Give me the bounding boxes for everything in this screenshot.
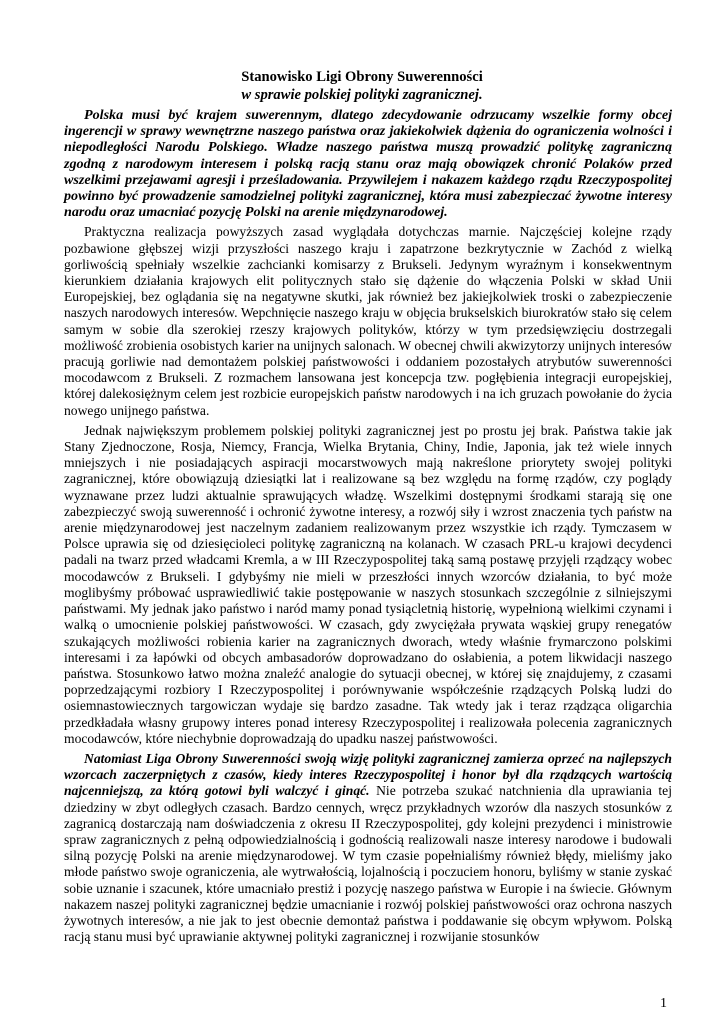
paragraph-2: Praktyczna realizacja powyższych zasad wyglądała dotychczas marnie. Najczęściej kolejne rządy pozbawione głębszej wizji przyszłości naszego kraju i zapatrzone bezkrytycznie w Zachód z wielką gorliwością spełniały wszelkie zachcianki komisarzy z Brukseli. Jedynym wyraźnym i konsekwentnym kierunkiem działania krajowych elit politycznych stało się dążenie do włączenia Polski w skład Unii Europejskiej, bez oglądania się na negatywne skutki, jak również bez jakiejkolwiek troski o zabezpieczenie naszych narodowych interesów. Wepchnięcie naszego kraju w objęcia brukselskich biurokratów stało się celem samym w sobie dla szerokiej rzeszy krajowych polityków, którzy w tym przedsięwzięciu dostrzegali możliwość zrobienia osobistych karier na unijnych salonach. W obecnej chwili akwizytorzy unijnych interesów pracują gorliwie nad demontażem polskiej państwowości i oddaniem pozostałych atrybutów suwerenności mocodawcom z Brukseli. Z rozmachem lansowana jest koncepcja tzw. pogłębienia integracji europejskiej, której dalekosiężnym celem jest rozbicie europejskich państw narodowych i na ich gruzach powołanie do życia nowego unijnego państwa. [64, 224, 672, 418]
title-line-2: w sprawie polskiej polityki zagranicznej. [241, 87, 483, 103]
title-line-1: Stanowisko Ligi Obrony Suwerenności [241, 69, 483, 85]
page-number: 1 [660, 996, 667, 1011]
document-title [0, 68, 724, 104]
lead-paragraph: Polska musi być krajem suwerennym, dlatego zdecydowanie odrzucamy wszelkie formy obcej ingerencji w sprawy wewnętrzne naszego państwa oraz jakiekolwiek dążenia do ograniczenia wolności i niepodległości Narodu Polskiego. Władze naszego państwa muszą prowadzić politykę zagraniczną zgodną z narodowym interesem i polską racją stanu oraz mają obowiązek chronić Polaków przed wszelkimi przejawami agresji i prześladowania. Przywilejem i nakazem każdego rządu Rzeczypospolitej powinno być prowadzenie samodzielnej polityki zagranicznej, która musi zabezpieczać żywotne interesy narodu oraz umacniać pozycję Polski na arenie międzynarodowej. [64, 107, 672, 221]
paragraph-4-text: Nie potrzeba szukać natchnienia dla uprawiania tej dziedziny w zbyt odległych czasach. Bardzo cennych, wręcz przykładnych wzorów dla naszych stosunków z zagranicą dostarczają nam doświadczenia z okresu II Rzeczypospolitej, gdy kolejni prezydenci i ministrowie spraw zagranicznych z pełną odpowiedzialnością i godnością realizowali nasze interesy narodowe i budowali silną pozycję Polski na arenie międzynarodowej. W tym czasie popełnialiśmy również błędy, mieliśmy jako młode państwo swoje ograniczenia, ale wytrwałością, lojalnością i poczuciem honoru, byliśmy w stanie zyskać sobie uznanie i szacunek, które umacniało prestiż i pozycję naszego państwa w Europie i na świecie. Głównym nakazem naszej polityki zagranicznej będzie umacnianie i rozwój polskiej państwowości oraz ochrona naszych żywotnych interesów, a nie jak to jest obecnie demontaż państwa i poddawanie się obcym wpływom. Polską racją stanu musi być uprawianie aktywnej polityki zagranicznej i rozwijanie stosunków [64, 783, 672, 945]
paragraph-4 [64, 751, 672, 945]
paragraph-3: Jednak największym problemem polskiej polityki zagranicznej jest po prostu jej brak. Państwa takie jak Stany Zjednoczone, Rosja, Niemcy, Francja, Wielka Brytania, Chiny, Indie, Japonia, jak też wiele innych mniejszych i nie posiadających aspiracji mocarstwowych mają nakreślone priorytety swojej polityki zagranicznej, które obowiązują dziesiątki lat i realizowane są bez względu na formę rządów, czy poglądy wyznawane przez ludzi aktualnie sprawujących władzę. Wszelkimi dostępnymi środkami starają się one zabezpieczyć swoją suwerenność i ochronić żywotne interesy, a rozwój siły i wzrost znaczenia tych państw na arenie międzynarodowej jest naczelnym zadaniem realizowanym przez wszystkie ich rządy. Tymczasem w Polsce uprawia się od dziesięcioleci politykę zagraniczną na kolanach. W czasach PRL-u krajowi decydenci padali na twarz przed władcami Kremla, a w III Rzeczypospolitej taką samą postawę przyjęli rządzący wobec mocodawców z Brukseli. I gdybyśmy nie mieli w przeszłości innych wzorców działania, to być może moglibyśmy próbować usprawiedliwić takie postępowanie w naszych stosunkach szczególnie z silniejszymi państwami. My jednak jako państwo i naród mamy ponad tysiącletnią historię, wypełnioną wielkimi czynami i walką o umocnienie polskiej państwowości. W czasach, gdy zwyciężała prywata wąskiej grupy renegatów szukających możliwości robienia karier na zagranicznych dworach, wtedy właśnie frymarczono polskimi interesami i za łapówki od obcych ambasadorów doprowadzano do osłabienia, a potem likwidacji naszego państwa. Stosunkowo łatwo można znaleźć analogie do sytuacji obecnej, w której się znajdujemy, z czasami poprzedzającymi rozbiory I Rzeczypospolitej i porównywanie współcześnie rządzących Polską ludzi do osiemnastowiecznych targowiczan wydaje się bardzo zasadne. Tak wtedy jak i teraz rządząca oligarchia przedkładała własny grupowy interes ponad interesy Rzeczypospolitej i realizowała polecenia zagranicznych mocodawców, które niechybnie doprowadzają do upadku naszej państwowości. [64, 422, 672, 746]
document-body [64, 107, 672, 949]
paragraph-4-emphasis: Natomiast Liga Obrony Suwerenności swoją wizję polityki zagranicznej zamierza oprzeć na najlepszych wzorcach zaczerpniętych z czasów, kiedy interes Rzeczypospolitej i honor był dla rządzących wartością najcenniejszą, za którą gotowi byli walczyć i ginąć. [64, 750, 672, 799]
